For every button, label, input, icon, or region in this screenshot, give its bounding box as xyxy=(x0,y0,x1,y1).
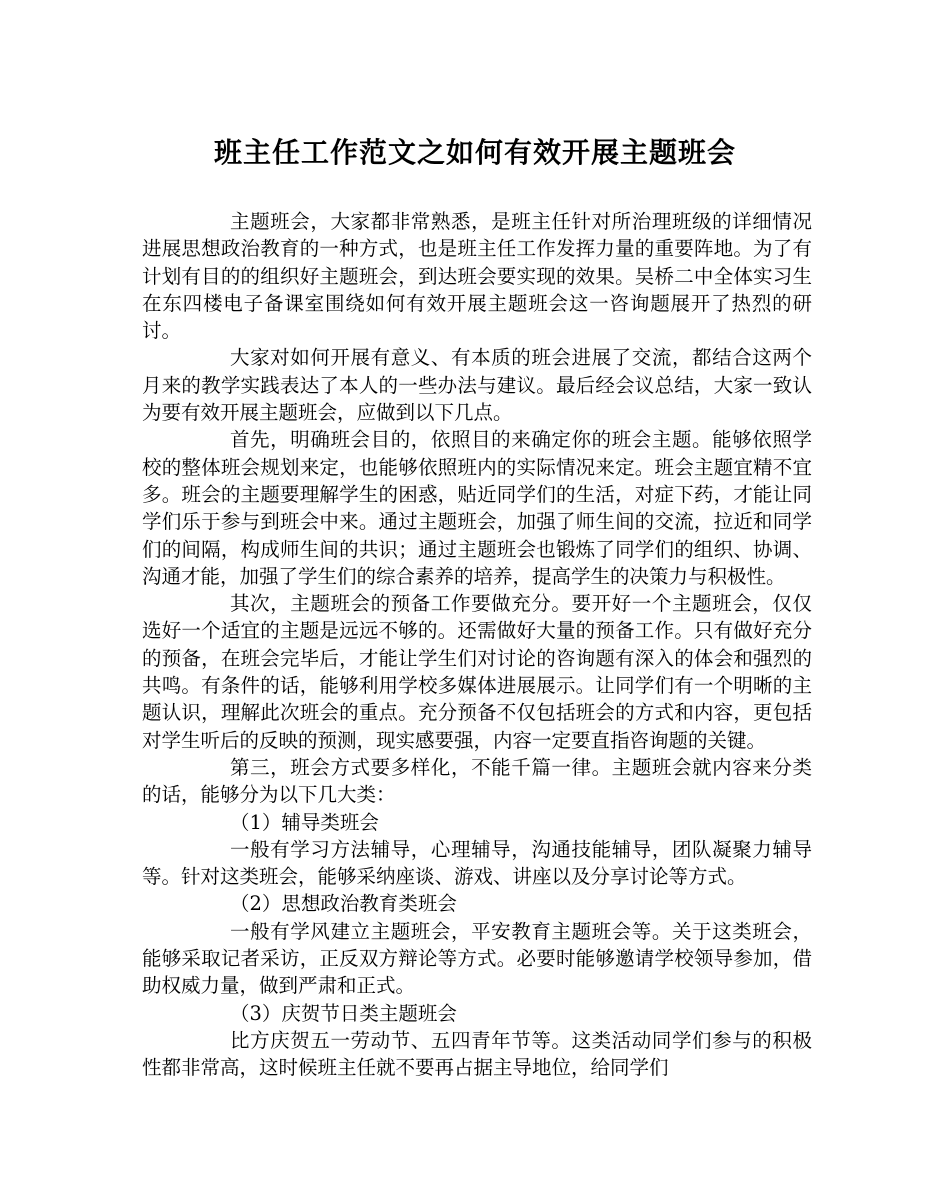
paragraph-discussion: 大家对如何开展有意义、有本质的班会进展了交流，都结合这两个月来的教学实践表达了本人的一些办法与建议。最后经会议总结，大家一致认为要有效开展主题班会，应做到以下几点。 xyxy=(142,346,812,425)
paragraph-second-point: 其次，主题班会的预备工作要做充分。要开好一个主题班会，仅仅选好一个适宜的主题是远远不够的。还需做好大量的预备工作。只有做好充分的预备，在班会完毕后，才能让学生们对讨论的咨询题有深入的体会和强烈的共鸣。有条件的话，能够利用学校多媒体进展展示。让同学们有一个明晰的主题认识，理解此次班会的重点。充分预备不仅包括班会的方式和内容，更包括对学生听后的反映的预测，现实感要强，内容一定要直指咨询题的关键。 xyxy=(142,592,812,752)
category-text-counseling: 一般有学习方法辅导，心理辅导，沟通技能辅导，团队凝聚力辅导等。针对这类班会，能够采纳座谈、游戏、讲座以及分享讨论等方式。 xyxy=(142,837,812,889)
category-heading-counseling: （1）辅导类班会 xyxy=(230,810,379,834)
document-body xyxy=(142,208,812,1082)
paragraph-intro: 主题班会，大家都非常熟悉，是班主任针对所治理班级的详细情况进展思想政治教育的一种方式，也是班主任工作发挥力量的重要阵地。为了有计划有目的的组织好主题班会，到达班会要实现的效果。吴桥二中全体实习生在东四楼电子备课室围绕如何有效开展主题班会这一咨询题展开了热烈的研讨。 xyxy=(142,210,812,343)
category-text-holiday: 比方庆贺五一劳动节、五四青年节等。这类活动同学们参与的积极性都非常高，这时候班主任就不要再占据主导地位，给同学们 xyxy=(142,1028,812,1080)
category-heading-holiday: （3）庆贺节日类主题班会 xyxy=(230,1001,457,1025)
paragraph-first-point: 首先，明确班会目的，依照目的来确定你的班会主题。能够依照学校的整体班会规划来定，也能够依照班内的实际情况来定。班会主题宜精不宜多。班会的主题要理解学生的困惑，贴近同学们的生活，对症下药，才能让同学们乐于参与到班会中来。通过主题班会，加强了师生间的交流，拉近和同学们的间隔，构成师生间的共识；通过主题班会也锻炼了同学们的组织、协调、沟通才能，加强了学生们的综合素养的培养，提高学生的决策力与积极性。 xyxy=(142,428,812,588)
document-title: 班主任工作范文之如何有效开展主题班会 xyxy=(213,136,736,169)
category-heading-political-education: （2）思想政治教育类班会 xyxy=(230,892,457,916)
category-text-political-education: 一般有学风建立主题班会，平安教育主题班会等。关于这类班会，能够采取记者采访，正反双方辩论等方式。必要时能够邀请学校领导参加，借助权威力量，做到严肃和正式。 xyxy=(142,919,812,998)
paragraph-third-point: 第三，班会方式要多样化，不能千篇一律。主题班会就内容来分类的话，能够分为以下几大类： xyxy=(142,755,812,807)
